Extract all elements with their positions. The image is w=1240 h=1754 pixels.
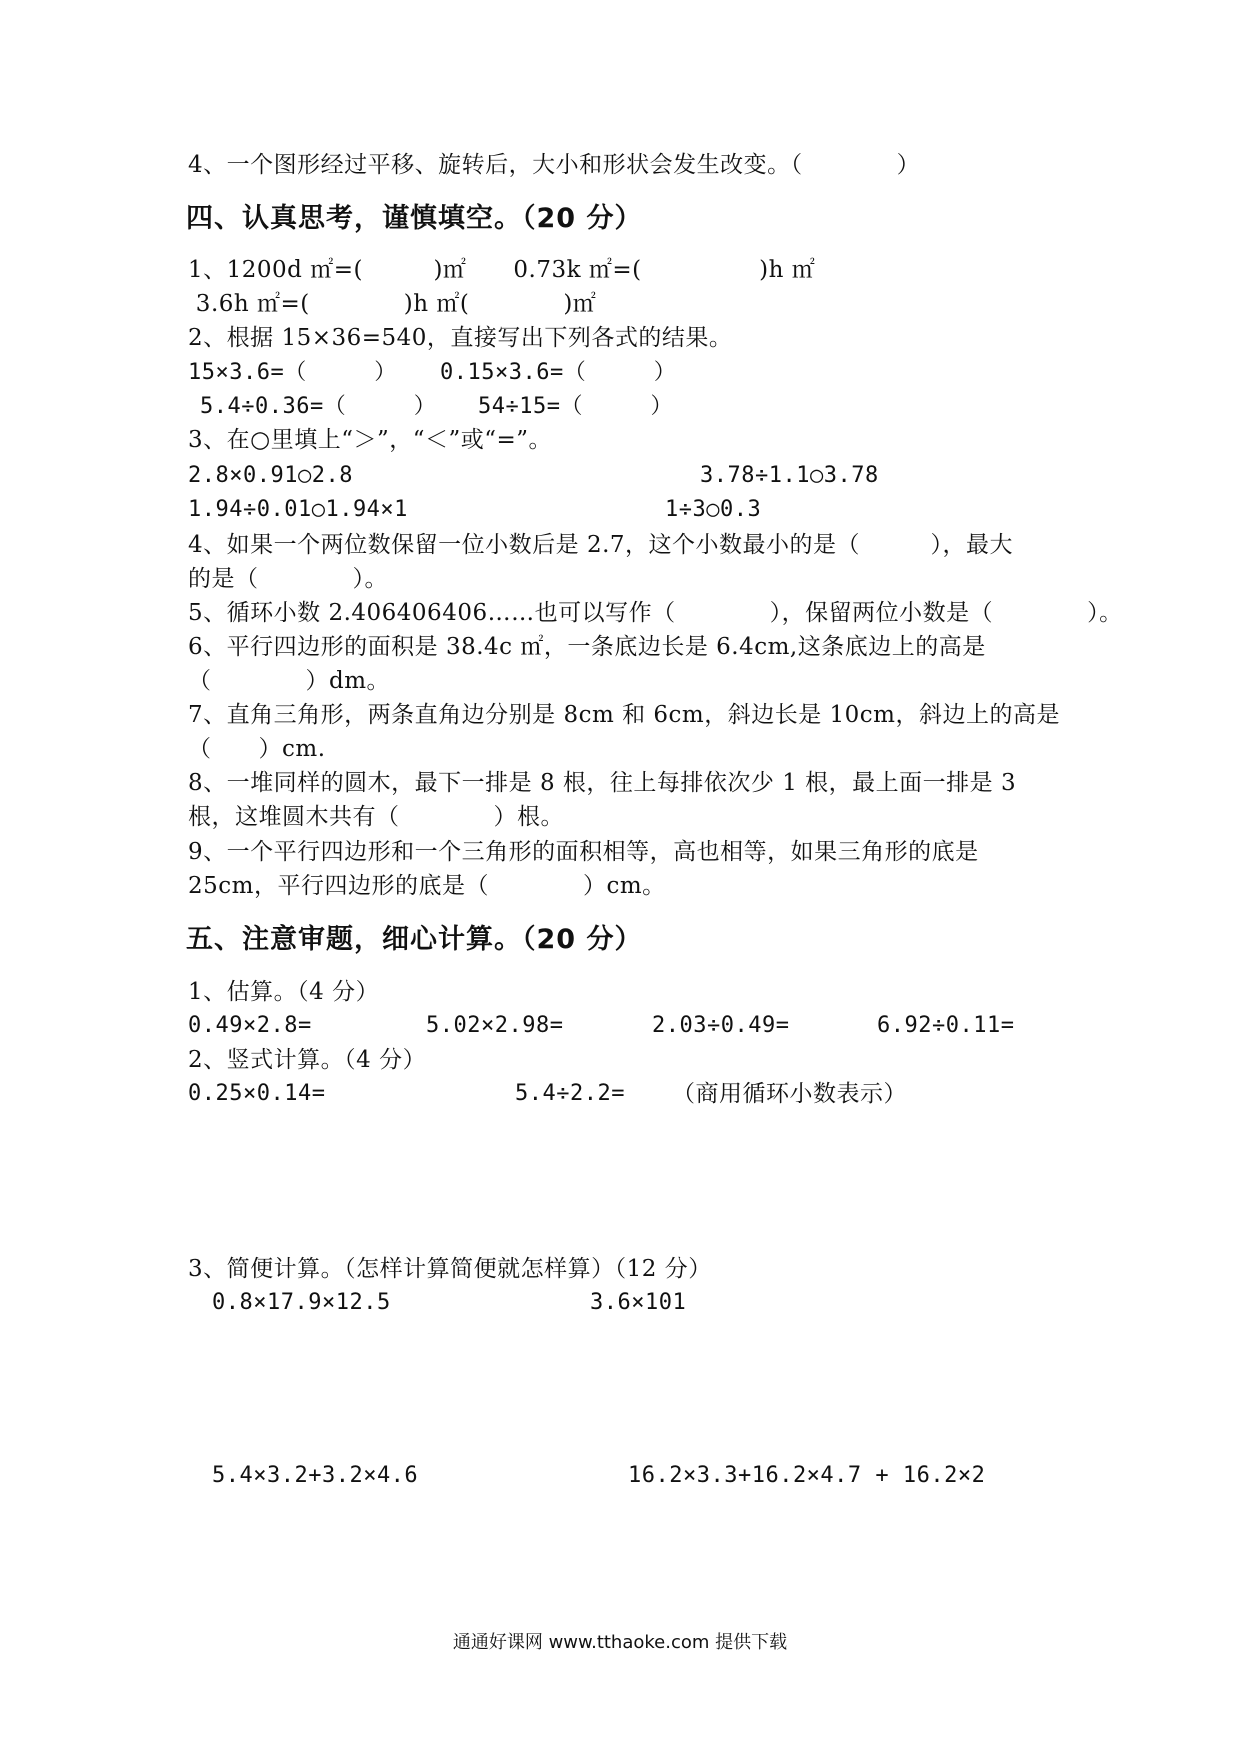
s4-q3-item-c: 1.94÷0.01○1.94×1 [188,497,408,522]
s4-q5: 5、循环小数 2.406406406……也可以写作（ ），保留两位小数是（ ）。 [188,600,1123,626]
s4-q1-line1: 1、1200d ㎡=( )㎡ 0.73k ㎡=( )h ㎡ [188,257,816,283]
s4-q2-item-a: 15×3.6=（ ） [188,360,397,385]
s4-q4-line1: 4、如果一个两位数保留一位小数后是 2.7，这个小数最小的是（ ），最大 [188,532,1014,558]
s5-p3-item-c: 5.4×3.2+3.2×4.6 [212,1463,419,1488]
section5-heading: 五、注意审题，细心计算。（20 分） [186,924,643,955]
s4-q2-item-c: 5.4÷0.36=（ ） [200,394,437,419]
footer-credit: 通通好课网 www.tthaoke.com 提供下载 [452,1632,788,1653]
section4-heading: 四、认真思考，谨慎填空。（20 分） [186,203,643,234]
s4-q4-line2: 的是（ ）。 [188,566,388,592]
s5-p3-item-b: 3.6×101 [590,1290,687,1315]
s4-q6-line2: （ ）dm。 [188,668,391,694]
s5-p2-item-a: 0.25×0.14= [188,1081,326,1106]
s4-q7-line1: 7、直角三角形，两条直角边分别是 8cm 和 6cm，斜边长是 10cm，斜边上的高是 [188,702,1060,728]
s4-q1-line2: 3.6h ㎡=( )h ㎡( )㎡ [188,291,597,317]
s4-q3-prompt: 3、在○里填上“＞”，“＜”或“=”。 [188,427,553,453]
s5-p3-item-a: 0.8×17.9×12.5 [212,1290,391,1315]
s4-q8-line1: 8、一堆同样的圆木，最下一排是 8 根，往上每排依次少 1 根，最上面一排是 3 [188,770,1017,796]
s5-p2-note: （商用循环小数表示） [672,1081,907,1107]
s5-p1-item-d: 6.92÷0.11= [877,1013,1015,1038]
s4-q6-line1: 6、平行四边形的面积是 38.4c ㎡，一条底边长是 6.4cm,这条底边上的高是 [188,634,986,660]
s4-q3-item-d: 1÷3○0.3 [665,497,762,522]
section3-question-4: 4、一个图形经过平移、旋转后，大小和形状会发生改变。（ ） [188,152,921,178]
s5-p1-item-b: 5.02×2.98= [426,1013,564,1038]
s4-q7-line2: （ ）cm. [188,736,326,762]
s4-q2-prompt: 2、根据 15×36=540，直接写出下列各式的结果。 [188,325,733,351]
s4-q8-line2: 根，这堆圆木共有（ ）根。 [188,804,564,830]
s5-p1-item-c: 2.03÷0.49= [652,1013,790,1038]
s5-p3-item-d: 16.2×3.3+16.2×4.7 + 16.2×2 [628,1463,986,1488]
s5-p1-item-a: 0.49×2.8= [188,1013,312,1038]
s5-p2-prompt: 2、竖式计算。（4 分） [188,1047,427,1073]
s4-q9-line1: 9、一个平行四边形和一个三角形的面积相等，高也相等，如果三角形的底是 [188,839,979,865]
s5-p2-item-b: 5.4÷2.2= [515,1081,625,1106]
s5-p3-prompt: 3、简便计算。（怎样计算简便就怎样算）（12 分） [188,1256,712,1282]
s4-q2-item-b: 0.15×3.6=（ ） [440,360,677,385]
s4-q3-item-b: 3.78÷1.1○3.78 [700,463,879,488]
s4-q2-item-d: 54÷15=（ ） [478,394,673,419]
s4-q3-item-a: 2.8×0.91○2.8 [188,463,353,488]
s4-q9-line2: 25cm，平行四边形的底是（ ）cm。 [188,873,666,899]
s5-p1-prompt: 1、估算。（4 分） [188,979,380,1005]
